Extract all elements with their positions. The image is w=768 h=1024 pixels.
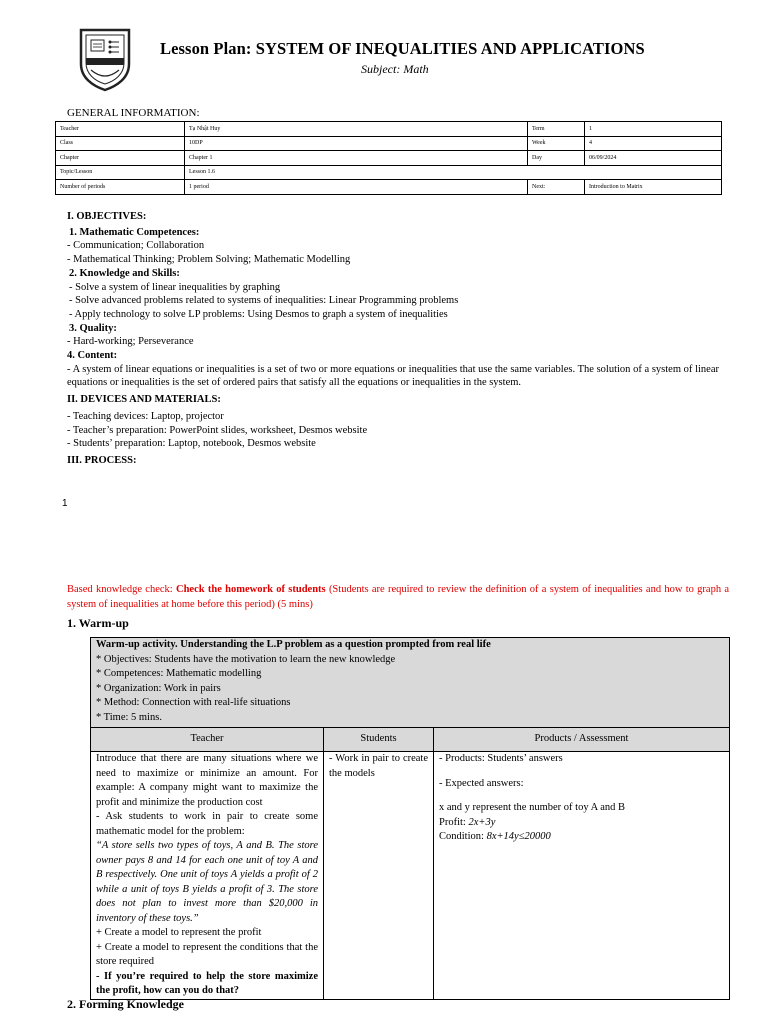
content-heading: 4. Content: — [67, 350, 118, 362]
objectives-heading: I. OBJECTIVES: — [67, 211, 147, 222]
table-cell: Teacher — [56, 122, 185, 137]
list-item: - Communication; Collaboration — [67, 240, 205, 252]
table-cell: 4 — [585, 136, 722, 151]
table-header-row — [91, 728, 730, 752]
condition-line — [439, 830, 724, 845]
table-cell: Week — [528, 136, 585, 151]
table-cell: Next: — [528, 180, 585, 195]
warmup-heading: 1. Warm-up — [67, 616, 129, 630]
knowledge-check-prefix: Based knowledge check: — [67, 584, 173, 595]
table-cell: Chapter — [56, 151, 185, 166]
warmup-activity-table — [90, 637, 730, 1000]
list-item: - Students’ preparation: Laptop, notebook, Desmos website — [67, 438, 316, 450]
table-cell: 1 period — [185, 180, 528, 195]
forming-knowledge-heading: 2. Forming Knowledge — [67, 997, 184, 1011]
list-item: * Method: Connection with real-life situations — [96, 697, 291, 708]
list-item: - Teacher’s preparation: PowerPoint slides, worksheet, Desmos website — [67, 424, 368, 436]
condition-expression: 8x+14y≤20000 — [486, 831, 551, 842]
table-cell: Introduction to Matrix — [585, 180, 722, 195]
quality-heading: 3. Quality: — [69, 322, 117, 334]
profit-label: Profit: — [439, 816, 466, 828]
list-item: - Solve a system of linear inequalities by graphing — [69, 281, 281, 293]
list-item: - Hard-working; Perseverance — [67, 336, 194, 348]
knowledge-check-bold: Check the homework of students — [176, 584, 326, 595]
list-item: - Apply technology to solve LP problems: Using Desmos to graph a system of inequalities — [69, 308, 448, 320]
table-row — [91, 752, 730, 1000]
teacher-question: - If you’re required to help the store maximize the profit, how can you do that? — [96, 970, 318, 996]
table-cell: 10DP — [185, 136, 528, 151]
products-line: - Products: Students’ answers — [439, 753, 563, 764]
table-row — [56, 165, 722, 180]
profit-line — [439, 816, 724, 831]
list-item: * Objectives: Students have the motivation to learn the new knowledge — [96, 653, 396, 665]
list-item: * Competences: Mathematic modelling — [96, 668, 262, 679]
table-cell: Number of periods — [56, 180, 185, 195]
knowledge-check — [67, 583, 729, 612]
list-item: * Time: 5 mins. — [96, 711, 162, 723]
condition-label: Condition: — [439, 831, 484, 842]
table-cell: 06/09/2024 — [585, 151, 722, 166]
subject-label: Subject: Math — [361, 62, 429, 76]
objectives-section — [67, 210, 722, 468]
general-info-heading: GENERAL INFORMATION: — [67, 107, 200, 119]
table-row — [56, 151, 722, 166]
products-cell — [434, 752, 730, 1000]
content-paragraph: - A system of linear equations or inequalities is a set of two or more equations or inequalities that use the same variables. The solution of a system of linear equations or inequalities is the set of ordered pairs that satisfy all the equations or inequalities in the system. — [67, 363, 719, 389]
title-main: SYSTEM OF INEQUALITIES AND APPLICATIONS — [255, 39, 645, 58]
teacher-create-conditions: + Create a model to represent the conditions that the store required — [96, 941, 318, 967]
table-row — [91, 638, 730, 728]
table-row — [56, 180, 722, 195]
list-item: - Teaching devices: Laptop, projector — [67, 410, 224, 422]
activity-title: Warm-up activity. Understanding the L.P problem as a question prompted from real life — [96, 639, 491, 650]
products-line: - Expected answers: — [439, 777, 524, 789]
teacher-quote: “A store sells two types of toys, A and B. The store owner pays 8 and 14 for each one unit of toy A and B respectively. One unit of toys A yields a profit of 2 while a unit of toys B yields a profit of 3. The store does not plan to invest more than $20,000 in inventory of these toys.” — [96, 840, 318, 924]
page-title — [160, 39, 645, 59]
table-cell: Topic/Lesson — [56, 165, 185, 180]
knowledge-check-rest: (Students are required to review the definition of a system of inequalities and how to graph a system of inequalities at home before this period) (5 mins) — [67, 584, 730, 610]
list-item: - Mathematical Thinking; Problem Solving; Mathematic Modelling — [67, 254, 351, 266]
column-header: Teacher — [91, 728, 324, 752]
column-header: Students — [324, 728, 434, 752]
teacher-cell — [91, 752, 324, 1000]
table-cell: Chapter 1 — [185, 151, 528, 166]
table-cell: 1 — [585, 122, 722, 137]
table-row — [56, 136, 722, 151]
title-prefix: Lesson Plan: — [160, 39, 252, 58]
table-cell: Day — [528, 151, 585, 166]
devices-heading: II. DEVICES AND MATERIALS: — [67, 394, 221, 406]
list-item: * Organization: Work in pairs — [96, 682, 221, 694]
list-item: - Solve advanced problems related to systems of inequalities: Linear Programming problems — [69, 295, 459, 307]
teacher-intro: Introduce that there are many situations where we need to maximize or minimize an amount. For example: A company might want to maximize the profit and minimize the production cost — [96, 753, 318, 808]
teacher-ask: - Ask students to work in pair to create some mathematic model for the problem: — [96, 811, 318, 837]
table-cell: Tạ Nhật Huy — [185, 122, 528, 137]
general-info-table — [55, 121, 722, 195]
students-cell: - Work in pair to create the models — [324, 752, 434, 1000]
products-line: x and y represent the number of toy A and B — [439, 802, 626, 813]
table-cell: Lesson 1.6 — [185, 165, 722, 180]
knowledge-heading: 2. Knowledge and Skills: — [69, 267, 180, 279]
process-heading: III. PROCESS: — [67, 454, 137, 466]
column-header: Products / Assessment — [434, 728, 730, 752]
table-cell: Term — [528, 122, 585, 137]
table-cell: Class — [56, 136, 185, 151]
school-logo-icon — [77, 26, 133, 92]
competences-heading: 1. Mathematic Competences: — [69, 226, 200, 238]
page-number: 1 — [62, 498, 68, 509]
activity-info-cell — [91, 638, 730, 728]
teacher-create-profit: + Create a model to represent the profit — [96, 927, 262, 938]
table-row — [56, 122, 722, 137]
profit-expression: 2x+3y — [468, 816, 496, 828]
